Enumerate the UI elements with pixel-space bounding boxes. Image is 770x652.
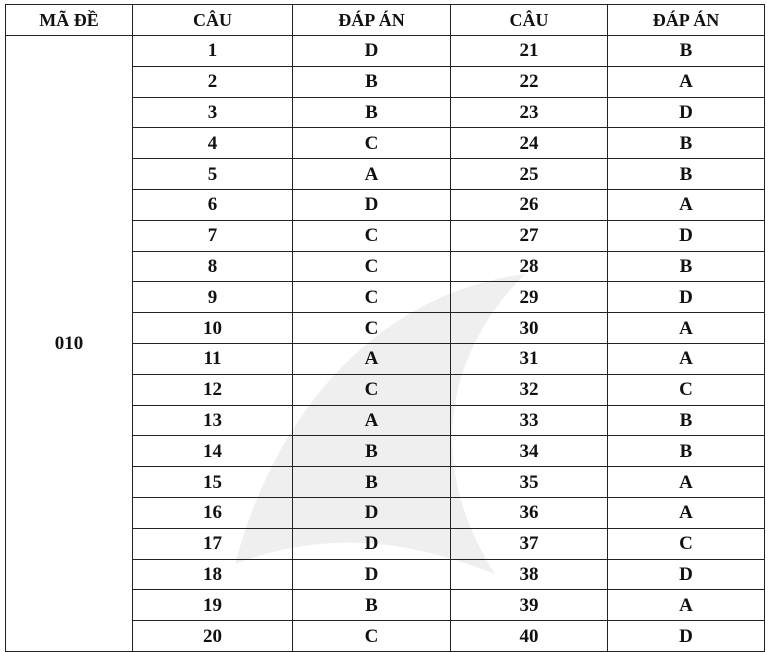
answer-left: D xyxy=(293,189,451,220)
answer-right: D xyxy=(608,97,765,128)
question-number-left: 20 xyxy=(133,621,293,652)
answer-left: B xyxy=(293,590,451,621)
answer-right: D xyxy=(608,220,765,251)
header-question-right: CÂU xyxy=(451,5,608,36)
question-number-right: 40 xyxy=(451,621,608,652)
answer-key-table xyxy=(5,4,765,652)
header-question-left: CÂU xyxy=(133,5,293,36)
answer-right: A xyxy=(608,313,765,344)
answer-left: C xyxy=(293,128,451,159)
question-number-right: 36 xyxy=(451,497,608,528)
question-number-left: 12 xyxy=(133,374,293,405)
answer-left: C xyxy=(293,251,451,282)
answer-left: C xyxy=(293,220,451,251)
question-number-left: 16 xyxy=(133,497,293,528)
answer-right: B xyxy=(608,405,765,436)
question-number-right: 21 xyxy=(451,36,608,67)
question-number-left: 1 xyxy=(133,36,293,67)
exam-code-cell: 010 xyxy=(6,36,133,652)
answer-left: C xyxy=(293,282,451,313)
answer-left: C xyxy=(293,374,451,405)
question-number-left: 9 xyxy=(133,282,293,313)
answer-right: D xyxy=(608,282,765,313)
question-number-right: 33 xyxy=(451,405,608,436)
answer-right: D xyxy=(608,559,765,590)
question-number-left: 19 xyxy=(133,590,293,621)
question-number-right: 29 xyxy=(451,282,608,313)
answer-left: B xyxy=(293,467,451,498)
answer-left: D xyxy=(293,36,451,67)
answer-left: B xyxy=(293,436,451,467)
question-number-right: 23 xyxy=(451,97,608,128)
question-number-left: 15 xyxy=(133,467,293,498)
answer-right: D xyxy=(608,621,765,652)
answer-right: B xyxy=(608,128,765,159)
header-answer-left: ĐÁP ÁN xyxy=(293,5,451,36)
answer-right: A xyxy=(608,497,765,528)
answer-right: B xyxy=(608,436,765,467)
question-number-left: 5 xyxy=(133,159,293,190)
question-number-right: 35 xyxy=(451,467,608,498)
question-number-right: 31 xyxy=(451,343,608,374)
answer-right: A xyxy=(608,343,765,374)
question-number-left: 7 xyxy=(133,220,293,251)
question-number-right: 30 xyxy=(451,313,608,344)
question-number-left: 8 xyxy=(133,251,293,282)
answer-left: A xyxy=(293,405,451,436)
question-number-right: 26 xyxy=(451,189,608,220)
question-number-right: 34 xyxy=(451,436,608,467)
question-number-left: 18 xyxy=(133,559,293,590)
question-number-left: 6 xyxy=(133,189,293,220)
question-number-right: 32 xyxy=(451,374,608,405)
table-row xyxy=(6,36,765,67)
answer-left: A xyxy=(293,159,451,190)
question-number-left: 3 xyxy=(133,97,293,128)
answer-left: C xyxy=(293,621,451,652)
answer-key-page xyxy=(5,4,764,647)
header-row xyxy=(6,5,765,36)
answer-right: B xyxy=(608,251,765,282)
answer-right: A xyxy=(608,66,765,97)
answer-left: B xyxy=(293,97,451,128)
question-number-left: 11 xyxy=(133,343,293,374)
answer-right: A xyxy=(608,189,765,220)
question-number-right: 22 xyxy=(451,66,608,97)
answer-right: A xyxy=(608,467,765,498)
answer-table-body xyxy=(6,36,765,652)
question-number-right: 37 xyxy=(451,528,608,559)
answer-left: B xyxy=(293,66,451,97)
answer-right: C xyxy=(608,528,765,559)
question-number-left: 17 xyxy=(133,528,293,559)
question-number-right: 24 xyxy=(451,128,608,159)
question-number-left: 2 xyxy=(133,66,293,97)
question-number-left: 13 xyxy=(133,405,293,436)
answer-right: B xyxy=(608,159,765,190)
answer-right: A xyxy=(608,590,765,621)
question-number-right: 27 xyxy=(451,220,608,251)
answer-left: D xyxy=(293,497,451,528)
question-number-right: 28 xyxy=(451,251,608,282)
question-number-left: 10 xyxy=(133,313,293,344)
answer-left: D xyxy=(293,559,451,590)
answer-right: B xyxy=(608,36,765,67)
header-answer-right: ĐÁP ÁN xyxy=(608,5,765,36)
question-number-left: 14 xyxy=(133,436,293,467)
question-number-right: 39 xyxy=(451,590,608,621)
answer-left: A xyxy=(293,343,451,374)
question-number-right: 25 xyxy=(451,159,608,190)
answer-left: D xyxy=(293,528,451,559)
question-number-left: 4 xyxy=(133,128,293,159)
header-exam-code: MÃ ĐỀ xyxy=(6,5,133,36)
answer-left: C xyxy=(293,313,451,344)
answer-right: C xyxy=(608,374,765,405)
question-number-right: 38 xyxy=(451,559,608,590)
